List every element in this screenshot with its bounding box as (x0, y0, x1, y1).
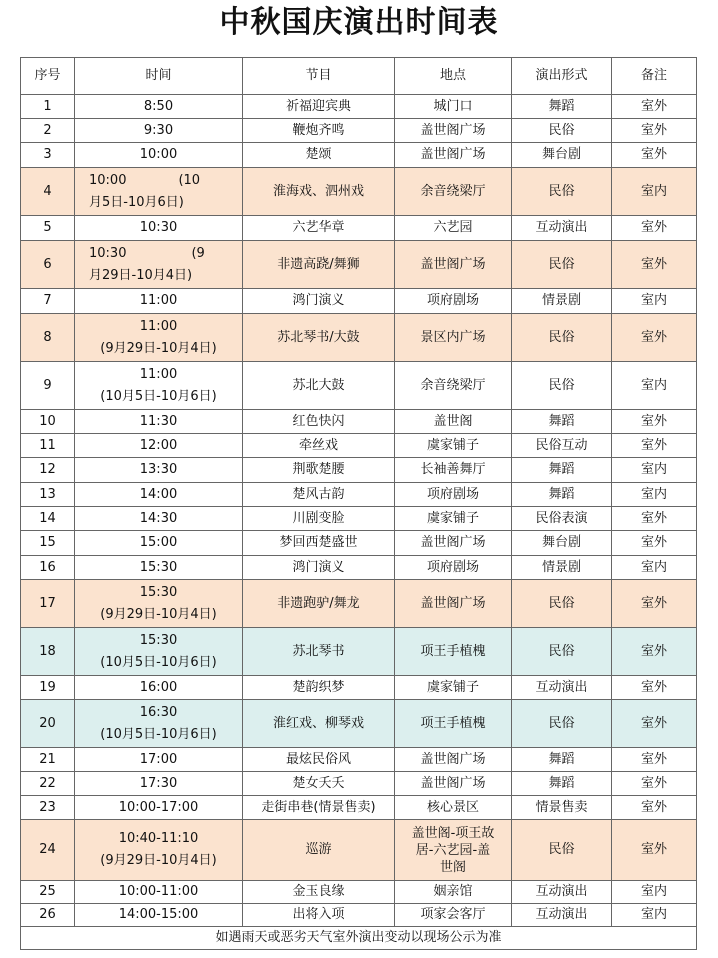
cell-time: 14:00-15:00 (75, 904, 243, 927)
cell-no: 23 (21, 796, 75, 820)
cell-program: 最炫民俗风 (243, 748, 395, 772)
cell-program: 荆歌楚腰 (243, 458, 395, 483)
cell-time: 15:00 (75, 531, 243, 556)
cell-note: 室外 (612, 700, 697, 748)
time-line: (10月5日-10月6日) (100, 726, 217, 742)
time-line: (10月5日-10月6日) (100, 388, 217, 404)
cell-no: 5 (21, 216, 75, 241)
cell-time: 8:50 (75, 95, 243, 119)
table-row (21, 556, 697, 580)
table-row (21, 289, 697, 314)
cell-time: 14:00 (75, 483, 243, 507)
cell-no: 19 (21, 676, 75, 700)
cell-time: 16:00 (75, 676, 243, 700)
table-row (21, 362, 697, 410)
cell-form: 民俗 (512, 241, 612, 289)
cell-program: 鞭炮齐鸣 (243, 119, 395, 143)
cell-venue: 余音绕梁厅 (395, 362, 512, 410)
cell-note: 室外 (612, 314, 697, 362)
table-row (21, 483, 697, 507)
cell-time (75, 168, 243, 216)
cell-form: 舞台剧 (512, 143, 612, 168)
cell-time: 10:00-11:00 (75, 881, 243, 904)
col-header-program: 节目 (243, 58, 395, 95)
page-title: 中秋国庆演出时间表 (219, 5, 499, 40)
footer-note: 如遇雨天或恶劣天气室外演出变动以现场公示为准 (21, 927, 697, 950)
table-row (21, 434, 697, 458)
table-row (21, 410, 697, 434)
cell-note: 室内 (612, 556, 697, 580)
table-row (21, 904, 697, 927)
cell-time: 13:30 (75, 458, 243, 483)
time-line: (9月29日-10月4日) (100, 340, 217, 356)
cell-form: 情景售卖 (512, 796, 612, 820)
cell-venue: 长袖善舞厅 (395, 458, 512, 483)
time-line: 10:40-11:10 (118, 831, 199, 846)
cell-note: 室外 (612, 410, 697, 434)
cell-venue: 虞家铺子 (395, 676, 512, 700)
table-row (21, 458, 697, 483)
cell-time: 17:30 (75, 772, 243, 796)
cell-note: 室内 (612, 881, 697, 904)
cell-no: 17 (21, 580, 75, 628)
cell-time: 10:00-17:00 (75, 796, 243, 820)
time-line: 11:00 (139, 318, 178, 334)
cell-form: 民俗 (512, 820, 612, 881)
cell-form: 民俗 (512, 700, 612, 748)
cell-no: 24 (21, 820, 75, 881)
cell-program: 走街串巷(情景售卖) (243, 796, 395, 820)
cell-no: 18 (21, 628, 75, 676)
cell-venue: 项家会客厅 (395, 904, 512, 927)
cell-no: 22 (21, 772, 75, 796)
cell-note: 室外 (612, 580, 697, 628)
time-line: 月5日-10月6日) (89, 194, 184, 210)
cell-venue: 项府剧场 (395, 289, 512, 314)
cell-note: 室外 (612, 95, 697, 119)
cell-program: 楚韵织梦 (243, 676, 395, 700)
cell-time: 14:30 (75, 507, 243, 531)
cell-no: 7 (21, 289, 75, 314)
cell-venue: 余音绕梁厅 (395, 168, 512, 216)
cell-no: 4 (21, 168, 75, 216)
cell-time: 17:00 (75, 748, 243, 772)
cell-venue: 盖世阁广场 (395, 119, 512, 143)
cell-note: 室外 (612, 434, 697, 458)
col-header-note: 备注 (612, 58, 697, 95)
cell-program: 苏北琴书 (243, 628, 395, 676)
cell-program: 淮红戏、柳琴戏 (243, 700, 395, 748)
cell-program: 楚风古韵 (243, 483, 395, 507)
cell-venue: 盖世阁广场 (395, 143, 512, 168)
cell-no: 26 (21, 904, 75, 927)
table-row (21, 216, 697, 241)
cell-venue (395, 820, 512, 881)
cell-form: 情景剧 (512, 556, 612, 580)
table-row (21, 241, 697, 289)
cell-venue: 景区内广场 (395, 314, 512, 362)
cell-venue: 六艺园 (395, 216, 512, 241)
cell-program: 川剧变脸 (243, 507, 395, 531)
cell-form: 民俗 (512, 580, 612, 628)
cell-program: 梦回西楚盛世 (243, 531, 395, 556)
cell-venue: 盖世阁广场 (395, 772, 512, 796)
cell-form: 舞蹈 (512, 410, 612, 434)
cell-note: 室内 (612, 458, 697, 483)
cell-venue: 核心景区 (395, 796, 512, 820)
cell-note: 室内 (612, 168, 697, 216)
cell-note: 室外 (612, 241, 697, 289)
cell-note: 室外 (612, 748, 697, 772)
cell-time (75, 700, 243, 748)
cell-program: 出将入项 (243, 904, 395, 927)
table-row (21, 314, 697, 362)
cell-venue: 盖世阁广场 (395, 580, 512, 628)
table-row (21, 796, 697, 820)
time-line: (10月5日-10月6日) (100, 654, 217, 670)
cell-no: 8 (21, 314, 75, 362)
cell-note: 室外 (612, 628, 697, 676)
cell-note: 室外 (612, 507, 697, 531)
cell-program: 巡游 (243, 820, 395, 881)
venue-line: 居-六艺园-盖 (415, 842, 491, 858)
cell-program: 红色快闪 (243, 410, 395, 434)
cell-venue: 虞家铺子 (395, 434, 512, 458)
table-row (21, 748, 697, 772)
cell-no: 1 (21, 95, 75, 119)
table-row (21, 700, 697, 748)
cell-form: 舞蹈 (512, 458, 612, 483)
table-footer-row (21, 927, 697, 950)
cell-venue: 盖世阁广场 (395, 241, 512, 289)
cell-no: 20 (21, 700, 75, 748)
schedule-table (20, 57, 697, 950)
cell-no: 13 (21, 483, 75, 507)
cell-note: 室内 (612, 904, 697, 927)
col-header-no: 序号 (21, 58, 75, 95)
table-row (21, 119, 697, 143)
time-line: (9月29日-10月4日) (100, 606, 217, 622)
table-row (21, 95, 697, 119)
cell-venue: 城门口 (395, 95, 512, 119)
cell-venue: 姻亲馆 (395, 881, 512, 904)
cell-program: 鸿门演义 (243, 289, 395, 314)
cell-note: 室外 (612, 119, 697, 143)
cell-time: 11:00 (75, 289, 243, 314)
cell-time: 9:30 (75, 119, 243, 143)
cell-form: 舞台剧 (512, 531, 612, 556)
cell-form: 民俗 (512, 119, 612, 143)
cell-time: 15:30 (75, 556, 243, 580)
cell-time (75, 820, 243, 881)
cell-form: 民俗 (512, 628, 612, 676)
cell-form: 舞蹈 (512, 772, 612, 796)
cell-program: 牵丝戏 (243, 434, 395, 458)
time-line: 10:30 (9 (89, 245, 205, 261)
cell-note: 室内 (612, 483, 697, 507)
cell-form: 互动演出 (512, 881, 612, 904)
cell-form: 互动演出 (512, 216, 612, 241)
cell-note: 室内 (612, 362, 697, 410)
cell-no: 14 (21, 507, 75, 531)
cell-no: 15 (21, 531, 75, 556)
cell-form: 舞蹈 (512, 748, 612, 772)
cell-venue: 盖世阁广场 (395, 748, 512, 772)
cell-program: 祈福迎宾典 (243, 95, 395, 119)
venue-line: 盖世阁-项王故 (411, 825, 495, 841)
cell-form: 情景剧 (512, 289, 612, 314)
time-line: 16:30 (139, 704, 178, 720)
table-row (21, 143, 697, 168)
cell-no: 16 (21, 556, 75, 580)
cell-note: 室外 (612, 820, 697, 881)
table-row (21, 531, 697, 556)
cell-note: 室外 (612, 676, 697, 700)
cell-no: 25 (21, 881, 75, 904)
cell-program: 楚颂 (243, 143, 395, 168)
cell-no: 9 (21, 362, 75, 410)
cell-program: 淮海戏、泗州戏 (243, 168, 395, 216)
cell-no: 3 (21, 143, 75, 168)
cell-no: 10 (21, 410, 75, 434)
cell-form: 民俗表演 (512, 507, 612, 531)
cell-program: 楚女夭夭 (243, 772, 395, 796)
time-line: 15:30 (139, 584, 178, 600)
cell-time (75, 314, 243, 362)
cell-no: 6 (21, 241, 75, 289)
cell-time: 12:00 (75, 434, 243, 458)
table-header-row (21, 58, 697, 95)
cell-form: 舞蹈 (512, 95, 612, 119)
cell-venue: 盖世阁广场 (395, 531, 512, 556)
cell-program: 六艺华章 (243, 216, 395, 241)
cell-form: 民俗 (512, 168, 612, 216)
time-line: 10:00 (10 (89, 172, 201, 188)
cell-note: 室外 (612, 531, 697, 556)
cell-note: 室外 (612, 143, 697, 168)
cell-no: 21 (21, 748, 75, 772)
cell-program: 鸿门演义 (243, 556, 395, 580)
cell-venue: 项王手植槐 (395, 628, 512, 676)
table-row (21, 772, 697, 796)
table-row (21, 168, 697, 216)
cell-note: 室外 (612, 796, 697, 820)
cell-no: 2 (21, 119, 75, 143)
cell-form: 互动演出 (512, 676, 612, 700)
cell-note: 室内 (612, 289, 697, 314)
cell-venue: 项府剧场 (395, 483, 512, 507)
col-header-time: 时间 (75, 58, 243, 95)
cell-no: 11 (21, 434, 75, 458)
table-row (21, 507, 697, 531)
cell-note: 室外 (612, 216, 697, 241)
cell-venue: 项王手植槐 (395, 700, 512, 748)
cell-program: 非遗跑驴/舞龙 (243, 580, 395, 628)
cell-venue: 虞家铺子 (395, 507, 512, 531)
cell-form: 民俗 (512, 314, 612, 362)
cell-time (75, 628, 243, 676)
cell-venue: 项府剧场 (395, 556, 512, 580)
cell-form: 互动演出 (512, 904, 612, 927)
time-line: (9月29日-10月4日) (100, 853, 217, 868)
cell-time: 11:30 (75, 410, 243, 434)
cell-form: 民俗互动 (512, 434, 612, 458)
cell-form: 民俗 (512, 362, 612, 410)
cell-program: 金玉良缘 (243, 881, 395, 904)
table-row (21, 676, 697, 700)
table-row (21, 628, 697, 676)
cell-program: 非遗高跷/舞狮 (243, 241, 395, 289)
cell-note: 室外 (612, 772, 697, 796)
table-row (21, 580, 697, 628)
cell-program: 苏北琴书/大鼓 (243, 314, 395, 362)
cell-time (75, 241, 243, 289)
cell-time (75, 362, 243, 410)
time-line: 11:00 (139, 366, 178, 382)
cell-time (75, 580, 243, 628)
col-header-venue: 地点 (395, 58, 512, 95)
cell-time: 10:00 (75, 143, 243, 168)
venue-line: 世阁 (439, 859, 466, 875)
table-row (21, 881, 697, 904)
col-header-form: 演出形式 (512, 58, 612, 95)
table-row (21, 820, 697, 881)
cell-form: 舞蹈 (512, 483, 612, 507)
cell-program: 苏北大鼓 (243, 362, 395, 410)
time-line: 月29日-10月4日) (89, 267, 193, 283)
time-line: 15:30 (139, 632, 178, 648)
cell-time: 10:30 (75, 216, 243, 241)
cell-venue: 盖世阁 (395, 410, 512, 434)
cell-no: 12 (21, 458, 75, 483)
